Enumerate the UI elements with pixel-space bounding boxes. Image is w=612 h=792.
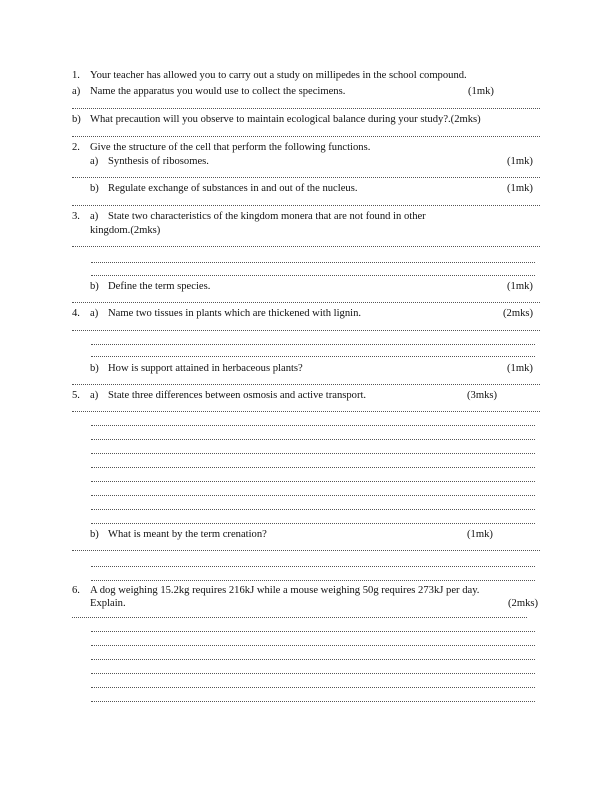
answer-line[interactable] <box>72 384 540 385</box>
q2a-label: a) <box>90 156 99 167</box>
q3b-text: Define the term species. <box>108 281 211 292</box>
answer-line[interactable] <box>91 523 535 524</box>
q4a-label: a) <box>90 308 99 319</box>
answer-line[interactable] <box>91 580 535 581</box>
q5a-text: State three differences between osmosis and active transport. <box>108 390 367 401</box>
answer-line[interactable] <box>72 617 527 618</box>
q4a-text: Name two tissues in plants which are thickened with lignin. <box>108 308 362 319</box>
answer-line[interactable] <box>72 108 540 109</box>
q4a-marks: (2mks) <box>503 308 534 319</box>
q4b-text: How is support attained in herbaceous plants? <box>108 363 303 374</box>
answer-line[interactable] <box>91 645 535 646</box>
answer-line[interactable] <box>91 495 535 496</box>
q1a-label: a) <box>72 86 81 97</box>
q5a-marks: (3mks) <box>467 390 498 401</box>
answer-line[interactable] <box>91 467 535 468</box>
q1a-marks: (1mk) <box>468 86 494 97</box>
answer-line[interactable] <box>91 481 535 482</box>
q1-stem: Your teacher has allowed you to carry out a study on millipedes in the school compound. <box>90 70 467 81</box>
q3a-text-cont: kingdom.(2mks) <box>90 225 161 236</box>
answer-line[interactable] <box>91 631 535 632</box>
q6-marks: (2mks) <box>508 598 539 609</box>
q1a-text: Name the apparatus you would use to collect the specimens. <box>90 86 346 97</box>
q2b-marks: (1mk) <box>507 183 533 194</box>
q3b-marks: (1mk) <box>507 281 533 292</box>
q3a-label: a) <box>90 211 99 222</box>
q3a-text: State two characteristics of the kingdom monera that are not found in other <box>108 211 426 222</box>
answer-line[interactable] <box>91 439 535 440</box>
q3b-label: b) <box>90 281 99 292</box>
q5-number: 5. <box>72 390 80 401</box>
q5b-marks: (1mk) <box>467 529 493 540</box>
answer-line[interactable] <box>72 136 540 137</box>
q2b-label: b) <box>90 183 99 194</box>
q6-number: 6. <box>72 585 80 596</box>
q5a-label: a) <box>90 390 99 401</box>
q1b-text: What precaution will you observe to maintain ecological balance during your study?.(2mks) <box>90 114 481 125</box>
answer-line[interactable] <box>91 453 535 454</box>
q1-number: 1. <box>72 70 80 81</box>
q4-number: 4. <box>72 308 80 319</box>
q2-stem: Give the structure of the cell that perform the following functions. <box>90 142 371 153</box>
q6-stem: A dog weighing 15.2kg requires 216kJ while a mouse weighing 50g requires 273kJ per day. <box>90 585 480 596</box>
answer-line[interactable] <box>72 302 540 303</box>
answer-line[interactable] <box>91 566 535 567</box>
answer-line[interactable] <box>91 275 535 276</box>
answer-line[interactable] <box>72 246 540 247</box>
answer-line[interactable] <box>91 701 535 702</box>
q5b-label: b) <box>90 529 99 540</box>
answer-line[interactable] <box>72 550 540 551</box>
q2a-text: Synthesis of ribosomes. <box>108 156 209 167</box>
answer-line[interactable] <box>91 356 535 357</box>
answer-line[interactable] <box>91 687 535 688</box>
answer-line[interactable] <box>91 425 535 426</box>
answer-line[interactable] <box>91 673 535 674</box>
answer-line[interactable] <box>91 659 535 660</box>
answer-line[interactable] <box>91 262 535 263</box>
answer-line[interactable] <box>72 177 540 178</box>
answer-line[interactable] <box>72 411 540 412</box>
q2a-marks: (1mk) <box>507 156 533 167</box>
q2b-text: Regulate exchange of substances in and out of the nucleus. <box>108 183 358 194</box>
answer-line[interactable] <box>91 509 535 510</box>
q4b-label: b) <box>90 363 99 374</box>
answer-line[interactable] <box>72 205 540 206</box>
q6-stem-cont: Explain. <box>90 598 126 609</box>
q1b-label: b) <box>72 114 81 125</box>
q5b-text: What is meant by the term crenation? <box>108 529 267 540</box>
answer-line[interactable] <box>91 344 535 345</box>
q4b-marks: (1mk) <box>507 363 533 374</box>
answer-line[interactable] <box>72 330 540 331</box>
q2-number: 2. <box>72 142 80 153</box>
q3-number: 3. <box>72 211 80 222</box>
